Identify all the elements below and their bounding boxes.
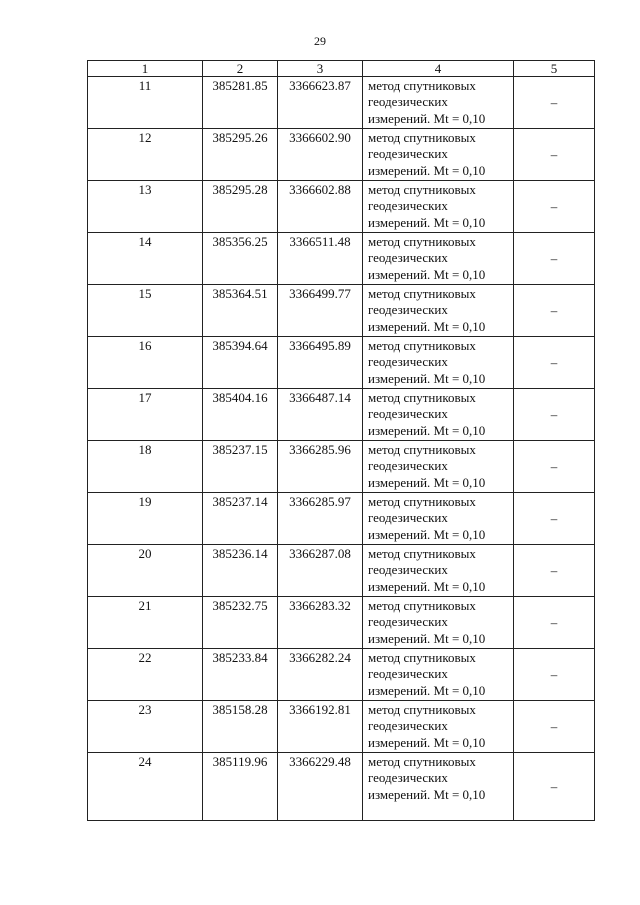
x-coordinate-cell: 385404.16: [203, 389, 278, 441]
method-cell: метод спутниковых геодезических измерений. Mt = 0,10: [363, 129, 514, 181]
method-cell: метод спутниковых геодезических измерений. Mt = 0,10: [363, 701, 514, 753]
y-coordinate-cell: 3366602.90: [278, 129, 363, 181]
accuracy-cell: –: [514, 337, 595, 389]
header-col-1: 1: [88, 61, 203, 77]
y-coordinate-cell: 3366229.48: [278, 753, 363, 821]
y-coordinate-cell: 3366495.89: [278, 337, 363, 389]
coordinates-table: [87, 60, 595, 821]
point-number-cell: 16: [88, 337, 203, 389]
method-cell: метод спутниковых геодезических измерений. Mt = 0,10: [363, 285, 514, 337]
x-coordinate-cell: 385233.84: [203, 649, 278, 701]
accuracy-cell: –: [514, 233, 595, 285]
point-number-cell: 21: [88, 597, 203, 649]
header-col-4: 4: [363, 61, 514, 77]
method-cell: метод спутниковых геодезических измерений. Mt = 0,10: [363, 545, 514, 597]
header-col-3: 3: [278, 61, 363, 77]
y-coordinate-cell: 3366192.81: [278, 701, 363, 753]
table-row: [88, 701, 595, 753]
point-number-cell: 17: [88, 389, 203, 441]
x-coordinate-cell: 385158.28: [203, 701, 278, 753]
table-row: [88, 129, 595, 181]
x-coordinate-cell: 385119.96: [203, 753, 278, 821]
x-coordinate-cell: 385295.26: [203, 129, 278, 181]
accuracy-cell: –: [514, 77, 595, 129]
accuracy-cell: –: [514, 389, 595, 441]
method-cell: метод спутниковых геодезических измерений. Mt = 0,10: [363, 649, 514, 701]
y-coordinate-cell: 3366283.32: [278, 597, 363, 649]
point-number-cell: 20: [88, 545, 203, 597]
point-number-cell: 11: [88, 77, 203, 129]
method-cell: метод спутниковых геодезических измерений. Mt = 0,10: [363, 77, 514, 129]
table-row: [88, 337, 595, 389]
accuracy-cell: –: [514, 181, 595, 233]
table-header-row: [88, 61, 595, 77]
y-coordinate-cell: 3366511.48: [278, 233, 363, 285]
method-cell: метод спутниковых геодезических измерений. Mt = 0,10: [363, 233, 514, 285]
point-number-cell: 15: [88, 285, 203, 337]
table-row: [88, 285, 595, 337]
accuracy-cell: –: [514, 753, 595, 821]
x-coordinate-cell: 385237.15: [203, 441, 278, 493]
x-coordinate-cell: 385394.64: [203, 337, 278, 389]
y-coordinate-cell: 3366623.87: [278, 77, 363, 129]
method-cell: метод спутниковых геодезических измерений. Mt = 0,10: [363, 753, 514, 821]
table-row: [88, 233, 595, 285]
table-row: [88, 493, 595, 545]
table-row: [88, 181, 595, 233]
method-cell: метод спутниковых геодезических измерений. Mt = 0,10: [363, 389, 514, 441]
table-row: [88, 753, 595, 821]
x-coordinate-cell: 385295.28: [203, 181, 278, 233]
accuracy-cell: –: [514, 441, 595, 493]
table-row: [88, 597, 595, 649]
y-coordinate-cell: 3366487.14: [278, 389, 363, 441]
method-cell: метод спутниковых геодезических измерений. Mt = 0,10: [363, 597, 514, 649]
point-number-cell: 22: [88, 649, 203, 701]
point-number-cell: 12: [88, 129, 203, 181]
y-coordinate-cell: 3366282.24: [278, 649, 363, 701]
x-coordinate-cell: 385236.14: [203, 545, 278, 597]
point-number-cell: 18: [88, 441, 203, 493]
point-number-cell: 19: [88, 493, 203, 545]
accuracy-cell: –: [514, 701, 595, 753]
point-number-cell: 14: [88, 233, 203, 285]
method-cell: метод спутниковых геодезических измерений. Mt = 0,10: [363, 337, 514, 389]
accuracy-cell: –: [514, 649, 595, 701]
y-coordinate-cell: 3366499.77: [278, 285, 363, 337]
table-row: [88, 545, 595, 597]
x-coordinate-cell: 385237.14: [203, 493, 278, 545]
method-cell: метод спутниковых геодезических измерений. Mt = 0,10: [363, 493, 514, 545]
accuracy-cell: –: [514, 597, 595, 649]
table-row: [88, 77, 595, 129]
y-coordinate-cell: 3366287.08: [278, 545, 363, 597]
header-col-5: 5: [514, 61, 595, 77]
header-col-2: 2: [203, 61, 278, 77]
y-coordinate-cell: 3366285.97: [278, 493, 363, 545]
x-coordinate-cell: 385281.85: [203, 77, 278, 129]
table-row: [88, 441, 595, 493]
y-coordinate-cell: 3366602.88: [278, 181, 363, 233]
accuracy-cell: –: [514, 285, 595, 337]
x-coordinate-cell: 385232.75: [203, 597, 278, 649]
page-number: 29: [314, 34, 326, 48]
point-number-cell: 24: [88, 753, 203, 821]
method-cell: метод спутниковых геодезических измерений. Mt = 0,10: [363, 441, 514, 493]
table-row: [88, 389, 595, 441]
accuracy-cell: –: [514, 545, 595, 597]
x-coordinate-cell: 385364.51: [203, 285, 278, 337]
point-number-cell: 13: [88, 181, 203, 233]
accuracy-cell: –: [514, 493, 595, 545]
table-row: [88, 649, 595, 701]
method-cell: метод спутниковых геодезических измерений. Mt = 0,10: [363, 181, 514, 233]
x-coordinate-cell: 385356.25: [203, 233, 278, 285]
accuracy-cell: –: [514, 129, 595, 181]
y-coordinate-cell: 3366285.96: [278, 441, 363, 493]
point-number-cell: 23: [88, 701, 203, 753]
